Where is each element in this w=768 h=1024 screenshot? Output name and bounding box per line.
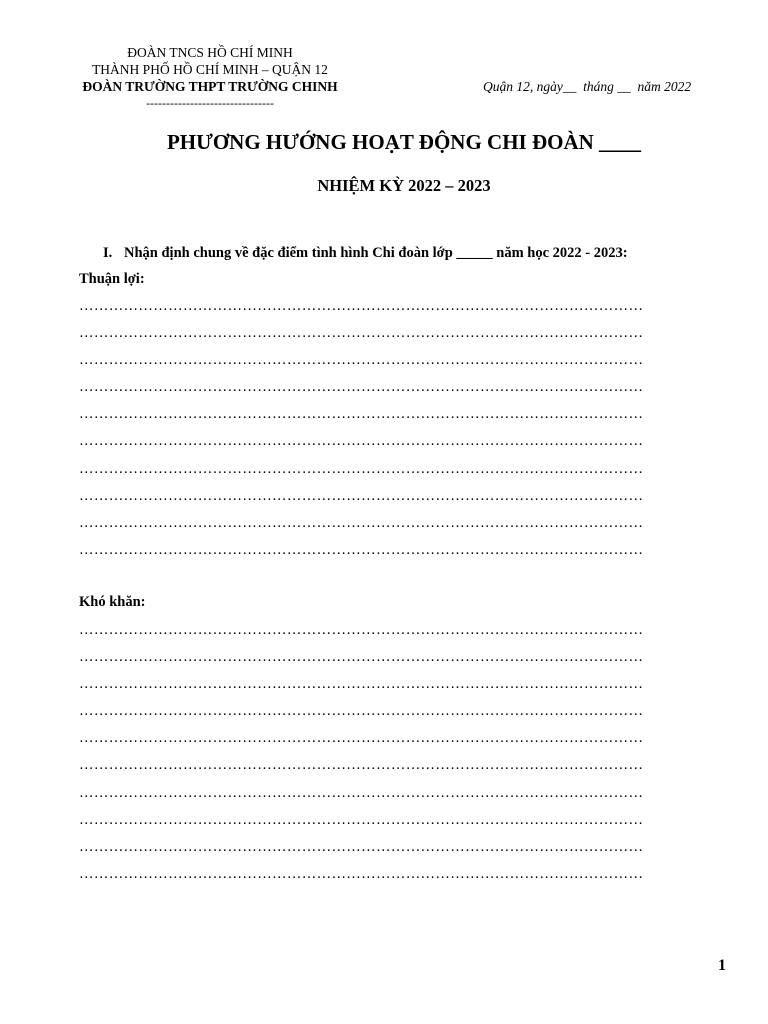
fill-line: …………………………………………………………………………………………………… <box>79 838 644 855</box>
fill-line: …………………………………………………………………………………………………… <box>79 514 644 531</box>
fill-line: …………………………………………………………………………………………………… <box>79 298 644 314</box>
section-1-title: Nhận định chung về đặc điểm tình hình Chi đoàn lớp _____ năm học 2022 - 2023: <box>124 245 628 261</box>
fill-line: …………………………………………………………………………………………………… <box>79 865 644 882</box>
org-line-union: ĐOÀN TNCS HỒ CHÍ MINH <box>127 45 293 60</box>
fill-line: …………………………………………………………………………………………………… <box>79 460 644 477</box>
fill-line: …………………………………………………………………………………………………… <box>79 730 644 747</box>
fill-line: …………………………………………………………………………………………………… <box>79 811 644 828</box>
document-title: PHƯƠNG HƯỚNG HOẠT ĐỘNG CHI ĐOÀN ____ <box>166 130 642 154</box>
org-line-school: ĐOÀN TRƯỜNG THPT TRƯỜNG CHINH <box>82 79 338 94</box>
fill-line: …………………………………………………………………………………………………… <box>79 757 644 774</box>
header-separator: -------------------------------- <box>146 96 274 110</box>
fill-line: …………………………………………………………………………………………………… <box>79 676 644 693</box>
page-number: 1 <box>718 957 726 974</box>
section-1-number: I. <box>103 245 113 261</box>
document-subtitle: NHIỆM KỲ 2022 – 2023 <box>317 176 491 195</box>
fill-line: …………………………………………………………………………………………………… <box>79 622 644 638</box>
difficulties-label: Khó khăn: <box>79 594 146 610</box>
difficulties-fill-lines <box>79 617 700 888</box>
fill-line: …………………………………………………………………………………………………… <box>79 406 644 423</box>
advantages-fill-lines <box>79 293 700 564</box>
section-1-heading <box>103 245 628 262</box>
fill-line: …………………………………………………………………………………………………… <box>79 703 644 720</box>
fill-line: …………………………………………………………………………………………………… <box>79 433 644 450</box>
fill-line: …………………………………………………………………………………………………… <box>79 379 644 396</box>
fill-line: …………………………………………………………………………………………………… <box>79 325 644 342</box>
fill-line: …………………………………………………………………………………………………… <box>79 784 644 801</box>
fill-line: …………………………………………………………………………………………………… <box>79 541 644 558</box>
fill-line: …………………………………………………………………………………………………… <box>79 649 644 666</box>
advantages-label: Thuận lợi: <box>79 271 145 287</box>
place-date: Quận 12, ngày__ tháng __ năm 2022 <box>483 79 692 94</box>
org-line-city: THÀNH PHỐ HỒ CHÍ MINH – QUẬN 12 <box>92 62 328 77</box>
organization-header <box>70 44 350 112</box>
fill-line: …………………………………………………………………………………………………… <box>79 352 644 369</box>
fill-line: …………………………………………………………………………………………………… <box>79 487 644 504</box>
